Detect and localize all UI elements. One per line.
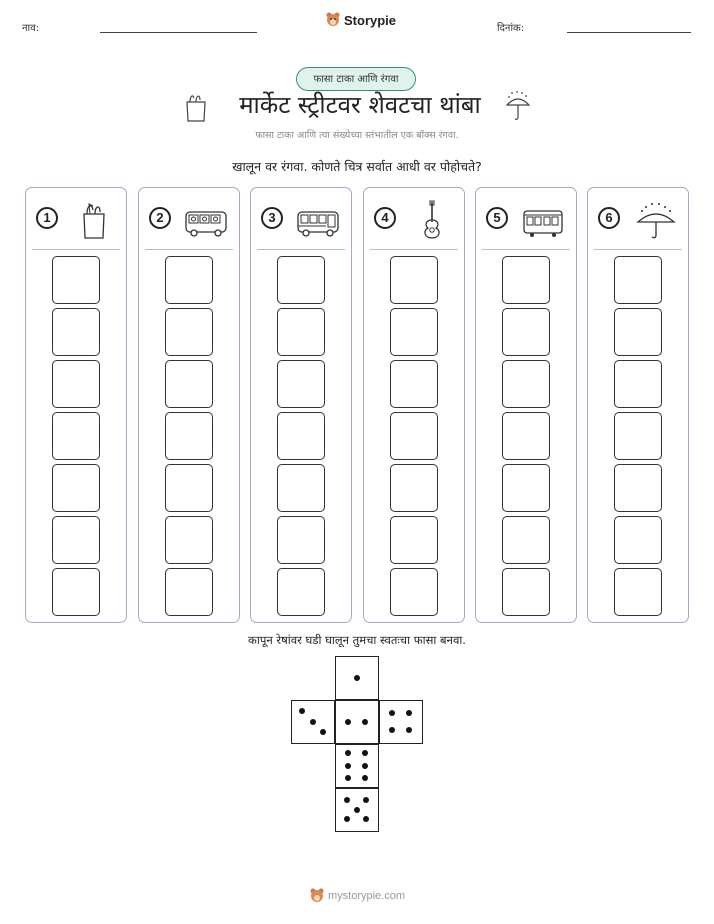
die-face-4 bbox=[379, 700, 423, 744]
color-box[interactable] bbox=[165, 412, 213, 460]
die-face-6 bbox=[335, 744, 379, 788]
die-pip bbox=[362, 775, 368, 781]
die-pip bbox=[345, 719, 351, 725]
logo-text: Storypie bbox=[344, 12, 397, 28]
column-number: 5 bbox=[486, 207, 508, 229]
color-box[interactable] bbox=[277, 308, 325, 356]
column-header bbox=[26, 188, 126, 250]
die-face-1 bbox=[335, 656, 379, 700]
subtitle: फासा टाका आणि त्या संख्येच्या स्तंभातील एक बॉक्स रंगवा. bbox=[255, 130, 459, 141]
color-box[interactable] bbox=[165, 516, 213, 564]
color-box[interactable] bbox=[277, 256, 325, 304]
column-divider bbox=[370, 249, 458, 250]
color-box[interactable] bbox=[614, 412, 662, 460]
column-number: 2 bbox=[149, 207, 171, 229]
color-box[interactable] bbox=[614, 464, 662, 512]
color-box[interactable] bbox=[502, 464, 550, 512]
color-box[interactable] bbox=[390, 256, 438, 304]
die-pip bbox=[389, 710, 395, 716]
color-box[interactable] bbox=[390, 412, 438, 460]
bear-logo-icon bbox=[310, 888, 324, 904]
bus-with-passengers-icon bbox=[183, 200, 231, 240]
column-header bbox=[251, 188, 351, 250]
tram-icon bbox=[520, 200, 568, 240]
column-number: 3 bbox=[261, 207, 283, 229]
column-header bbox=[139, 188, 239, 250]
column-divider bbox=[32, 249, 120, 250]
storypie-logo bbox=[326, 12, 396, 28]
column-divider bbox=[145, 249, 233, 250]
die-pip bbox=[363, 816, 369, 822]
column-number: 1 bbox=[36, 207, 58, 229]
color-box[interactable] bbox=[165, 568, 213, 616]
die-pip bbox=[362, 763, 368, 769]
color-box[interactable] bbox=[52, 256, 100, 304]
color-box[interactable] bbox=[390, 360, 438, 408]
date-line[interactable] bbox=[567, 32, 691, 33]
grocery-bag-icon bbox=[184, 92, 208, 122]
column-2 bbox=[138, 187, 240, 623]
die-pip bbox=[344, 816, 350, 822]
die-pip bbox=[406, 727, 412, 733]
color-box[interactable] bbox=[52, 308, 100, 356]
column-number: 6 bbox=[598, 207, 620, 229]
die-pip bbox=[363, 797, 369, 803]
color-box[interactable] bbox=[165, 308, 213, 356]
color-box[interactable] bbox=[614, 256, 662, 304]
color-box[interactable] bbox=[52, 412, 100, 460]
column-divider bbox=[594, 249, 682, 250]
column-divider bbox=[482, 249, 570, 250]
footer bbox=[310, 888, 405, 904]
die-pip bbox=[406, 710, 412, 716]
column-number: 4 bbox=[374, 207, 396, 229]
color-box[interactable] bbox=[502, 360, 550, 408]
column-header bbox=[588, 188, 688, 250]
color-box[interactable] bbox=[502, 308, 550, 356]
color-box[interactable] bbox=[502, 256, 550, 304]
activity-badge: फासा टाका आणि रंगवा bbox=[296, 67, 416, 91]
column-4 bbox=[363, 187, 465, 623]
grocery-bag-icon bbox=[70, 200, 118, 240]
die-pip bbox=[320, 729, 326, 735]
color-box[interactable] bbox=[502, 412, 550, 460]
die-pip bbox=[362, 719, 368, 725]
die-pip bbox=[345, 750, 351, 756]
die-pip bbox=[345, 775, 351, 781]
color-box[interactable] bbox=[502, 568, 550, 616]
bear-logo-icon bbox=[326, 12, 340, 28]
color-box[interactable] bbox=[165, 360, 213, 408]
name-label: नाव: bbox=[22, 23, 40, 34]
umbrella-rain-icon bbox=[504, 90, 532, 122]
color-box[interactable] bbox=[52, 360, 100, 408]
column-header bbox=[476, 188, 576, 250]
color-box[interactable] bbox=[277, 464, 325, 512]
die-pip bbox=[345, 763, 351, 769]
column-header bbox=[364, 188, 464, 250]
column-6 bbox=[587, 187, 689, 623]
color-box[interactable] bbox=[277, 360, 325, 408]
color-box[interactable] bbox=[614, 568, 662, 616]
die-face-5 bbox=[335, 788, 379, 832]
die-face-3 bbox=[291, 700, 335, 744]
column-3 bbox=[250, 187, 352, 623]
color-box[interactable] bbox=[277, 516, 325, 564]
name-line[interactable] bbox=[100, 32, 257, 33]
page-title: मार्केट स्ट्रीटवर शेवटचा थांबा bbox=[239, 91, 481, 119]
color-box[interactable] bbox=[165, 256, 213, 304]
cut-instruction: कापून रेषांवर घडी घालून तुमचा स्वतःचा फासा बनवा. bbox=[248, 633, 466, 647]
instruction: खालून वर रंगवा. कोणते चित्र सर्वात आधी वर पोहोचते? bbox=[232, 159, 482, 174]
die-pip bbox=[354, 675, 360, 681]
die-pip bbox=[362, 750, 368, 756]
color-box[interactable] bbox=[614, 308, 662, 356]
date-label: दिनांक: bbox=[497, 23, 525, 34]
color-box[interactable] bbox=[52, 516, 100, 564]
die-pip bbox=[389, 727, 395, 733]
color-box[interactable] bbox=[390, 516, 438, 564]
color-box[interactable] bbox=[390, 464, 438, 512]
color-box[interactable] bbox=[277, 568, 325, 616]
color-box[interactable] bbox=[165, 464, 213, 512]
footer-url[interactable]: mystorypie.com bbox=[328, 890, 406, 902]
color-box[interactable] bbox=[52, 568, 100, 616]
column-5 bbox=[475, 187, 577, 623]
color-box[interactable] bbox=[614, 516, 662, 564]
color-box[interactable] bbox=[502, 516, 550, 564]
color-box[interactable] bbox=[277, 412, 325, 460]
color-box[interactable] bbox=[52, 464, 100, 512]
die-face-2 bbox=[335, 700, 379, 744]
column-1 bbox=[25, 187, 127, 623]
die-pip bbox=[299, 708, 305, 714]
umbrella-rain-icon bbox=[632, 200, 680, 240]
color-box[interactable] bbox=[390, 568, 438, 616]
die-pip bbox=[344, 797, 350, 803]
die-pip bbox=[310, 719, 316, 725]
die-pip bbox=[354, 807, 360, 813]
column-divider bbox=[257, 249, 345, 250]
bus-icon bbox=[295, 200, 343, 240]
guitar-icon bbox=[408, 200, 456, 240]
color-box[interactable] bbox=[390, 308, 438, 356]
color-box[interactable] bbox=[614, 360, 662, 408]
